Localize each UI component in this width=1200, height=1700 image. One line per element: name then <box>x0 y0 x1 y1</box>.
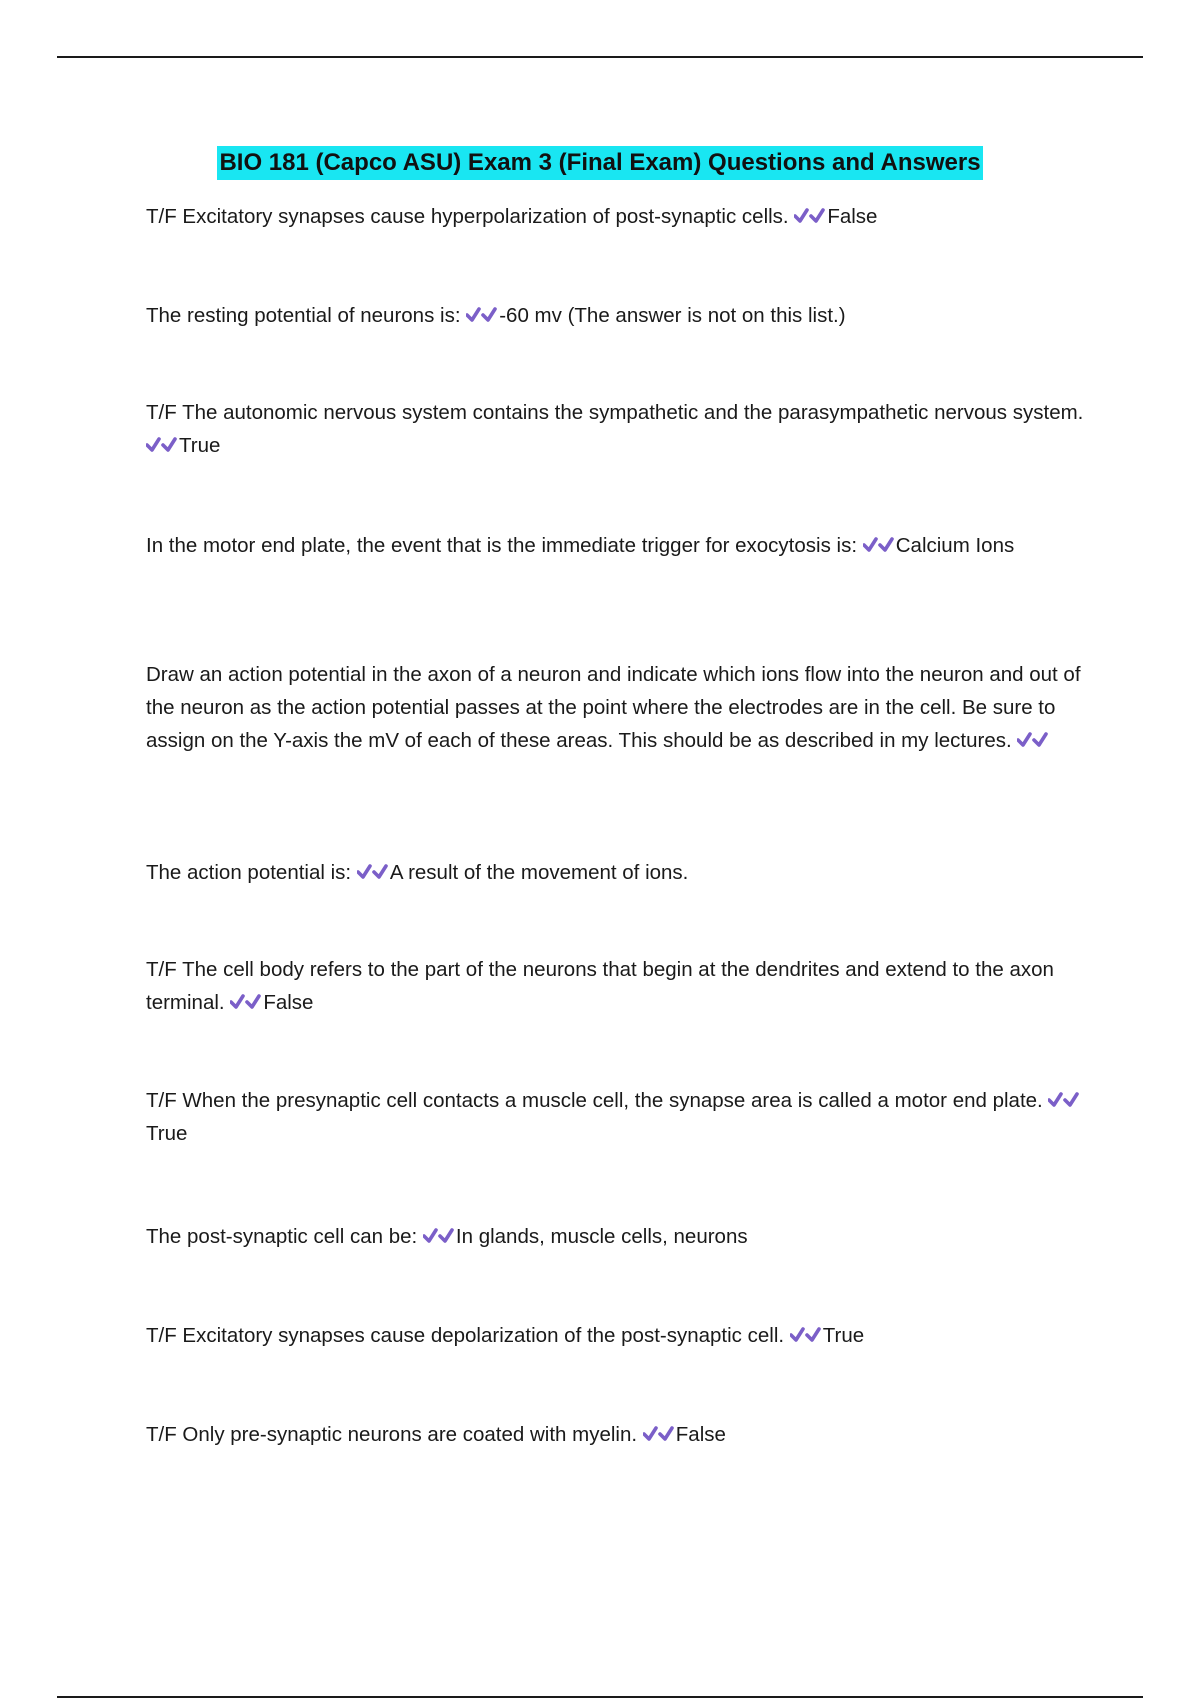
answer-text: True <box>822 1324 865 1347</box>
double-check-icon <box>1017 730 1044 750</box>
double-check-icon <box>466 305 493 325</box>
question-text: The post-synaptic cell can be: <box>146 1225 418 1248</box>
double-check-icon <box>423 1226 450 1246</box>
qa-item-8 <box>146 1084 1096 1150</box>
document-title: BIO 181 (Capco ASU) Exam 3 (Final Exam) Questions and Answers <box>217 146 982 180</box>
answer-text: True <box>146 1122 188 1145</box>
qa-item-4 <box>146 529 1096 562</box>
question-text: T/F The cell body refers to the part of the neurons that begin at the dendrites and extend to the axon terminal. <box>146 958 1054 1014</box>
qa-item-10 <box>146 1319 1096 1352</box>
answer-text: True <box>179 434 221 457</box>
qa-item-1 <box>146 200 1096 233</box>
question-text: T/F Excitatory synapses cause hyperpolarization of post-synaptic cells. <box>146 205 789 228</box>
question-text: T/F The autonomic nervous system contains the sympathetic and the parasympathetic nervous system. <box>146 401 1084 424</box>
question-text: Draw an action potential in the axon of a neuron and indicate which ions flow into the neuron and out of the neuron as the action potential passes at the point where the electrodes are in the cell. Be sure to assign on the Y-axis the mV of each of these areas. This should be as described in my lectures. <box>146 663 1081 752</box>
double-check-icon <box>643 1424 670 1444</box>
title-container <box>0 146 1200 180</box>
double-check-icon <box>790 1325 817 1345</box>
question-text: The resting potential of neurons is: <box>146 304 461 327</box>
qa-item-5 <box>146 658 1096 757</box>
question-text: In the motor end plate, the event that is the immediate trigger for exocytosis is: <box>146 534 858 557</box>
qa-item-3 <box>146 396 1096 462</box>
bottom-rule <box>57 1696 1143 1698</box>
double-check-icon <box>1048 1090 1075 1110</box>
double-check-icon <box>794 206 821 226</box>
question-text: T/F Excitatory synapses cause depolarization of the post-synaptic cell. <box>146 1324 785 1347</box>
qa-item-7 <box>146 953 1096 1019</box>
question-text: The action potential is: <box>146 861 352 884</box>
double-check-icon <box>357 862 384 882</box>
answer-text: False <box>263 991 314 1014</box>
double-check-icon <box>863 535 890 555</box>
question-text: T/F Only pre-synaptic neurons are coated with myelin. <box>146 1423 638 1446</box>
qa-item-6 <box>146 856 1096 889</box>
question-text: T/F When the presynaptic cell contacts a muscle cell, the synapse area is called a motor end plate. <box>146 1089 1043 1112</box>
double-check-icon <box>230 992 257 1012</box>
answer-text: -60 mv (The answer is not on this list.) <box>499 304 846 327</box>
qa-item-2 <box>146 299 1096 332</box>
qa-item-9 <box>146 1220 1096 1253</box>
answer-text: False <box>675 1423 726 1446</box>
answer-text: A result of the movement of ions. <box>389 861 689 884</box>
answer-text: Calcium Ions <box>895 534 1015 557</box>
qa-item-11 <box>146 1418 1096 1451</box>
answer-text: In glands, muscle cells, neurons <box>455 1225 748 1248</box>
top-rule <box>57 56 1143 58</box>
double-check-icon <box>146 435 173 455</box>
answer-text: False <box>827 205 878 228</box>
